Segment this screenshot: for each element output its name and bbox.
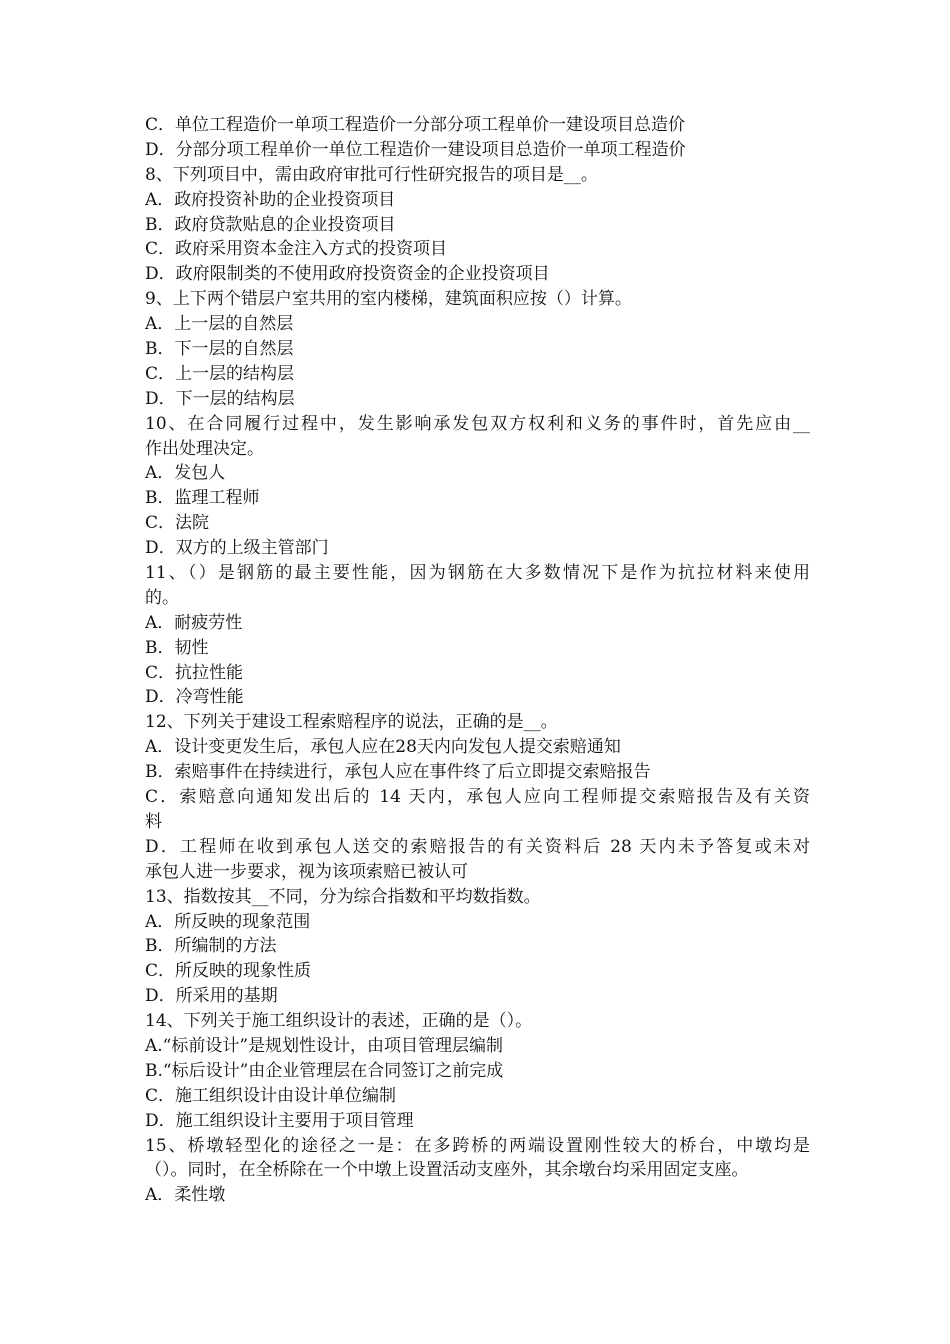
option-text: D．双方的上级主管部门 [145,538,329,559]
question-text: 作出处理决定。 [145,438,264,459]
option-text: D．施工组织设计主要用于项目管理 [145,1110,414,1131]
option-text: C．施工组织设计由设计单位编制 [145,1085,397,1106]
question-text: （）。同时，在全桥除在一个中墩上设置活动支座外，其余墩台均采用固定支座。 [145,1160,749,1181]
question-text: 9、上下两个错层户室共用的室内楼梯，建筑面积应按（）计算。 [145,289,632,310]
option-text: 料 [145,811,162,832]
option-text: D．所采用的基期 [145,986,278,1007]
option-text: A．发包人 [145,463,226,484]
question-text: 14、下列关于施工组织设计的表述，正确的是（）。 [145,1011,533,1032]
option-text: B．所编制的方法 [145,936,277,957]
option-text: A.“标前设计”是规划性设计，由项目管理层编制 [145,1035,504,1056]
option-text: 承包人进一步要求，视为该项索赔已被认可 [145,861,468,882]
option-text: D．政府限制类的不使用政府投资资金的企业投资项目 [145,264,550,285]
option-text: A．所反映的现象范围 [145,911,311,932]
option-text: A．耐疲劳性 [145,612,243,633]
option-text: C．上一层的结构层 [145,363,295,384]
document-page [145,113,810,1208]
option-text: C．法院 [145,513,210,534]
option-text: D．下一层的结构层 [145,388,295,409]
question-text: 10、在合同履行过程中，发生影响承发包双方权利和义务的事件时，首先应由__ [145,413,810,434]
option-text: B.“标后设计”由企业管理层在合同签订之前完成 [145,1060,504,1081]
question-text: 15、桥墩轻型化的途径之一是：在多跨桥的两端设置刚性较大的桥台，中墩均是 [145,1135,810,1156]
option-text: A．上一层的自然层 [145,314,294,335]
option-text: A．柔性墩 [145,1185,226,1206]
option-text: B．监理工程师 [145,488,260,509]
question-text: 12、下列关于建设工程索赔程序的说法，正确的是__。 [145,712,558,733]
option-text: D．工程师在收到承包人送交的索赔报告的有关资料后 28 天内未予答复或未对 [145,836,810,857]
option-text: A．设计变更发生后，承包人应在28天内向发包人提交索赔通知 [145,737,621,758]
option-text: A．政府投资补助的企业投资项目 [145,189,396,210]
option-text: B．韧性 [145,637,209,658]
option-text: C．所反映的现象性质 [145,961,312,982]
text-line: D．分部分项工程单价一单位工程造价一建设项目总造价一单项工程造价 [145,139,686,160]
option-text: C．抗拉性能 [145,662,244,683]
option-text: C．政府采用资本金注入方式的投资项目 [145,239,448,260]
question-text: 8、下列项目中，需由政府审批可行性研究报告的项目是__。 [145,164,598,185]
option-text: C．索赔意向通知发出后的 14 天内，承包人应向工程师提交索赔报告及有关资 [145,787,810,808]
option-text: B．索赔事件在持续进行，承包人应在事件终了后立即提交索赔报告 [145,762,651,783]
option-text: B．政府贷款贴息的企业投资项目 [145,214,396,235]
text-line: C．单位工程造价一单项工程造价一分部分项工程单价一建设项目总造价 [145,115,686,135]
question-text: 13、指数按其__不同，分为综合指数和平均数指数。 [145,886,541,907]
option-text: B．下一层的自然层 [145,339,294,360]
question-text: 的。 [145,587,179,608]
question-text: 11、（）是钢筋的最主要性能，因为钢筋在大多数情况下是作为抗拉材料来使用 [145,563,810,584]
option-text: D．冷弯性能 [145,687,244,708]
